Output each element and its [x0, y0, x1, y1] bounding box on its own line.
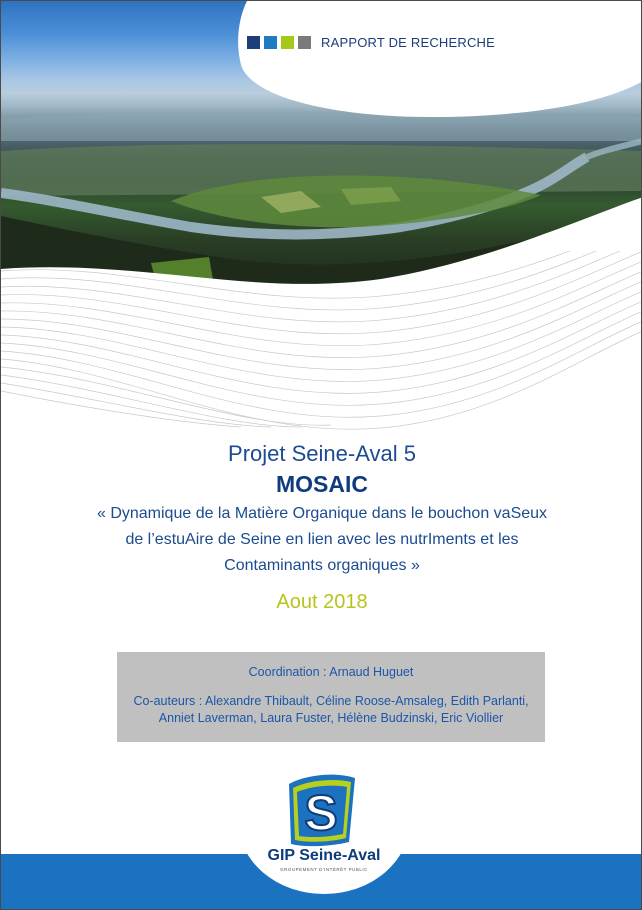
coordination-text: Coordination : Arnaud Huguet	[248, 665, 414, 679]
project-title: Projet Seine-Aval 5	[228, 441, 416, 466]
brand-square-green	[281, 36, 294, 49]
brand-square-navy	[247, 36, 260, 49]
title-block	[1, 441, 642, 615]
logo-emblem-letter: S	[304, 785, 338, 841]
logo-tagline: GROUPEMENT D'INTÉRÊT PUBLIC	[280, 867, 368, 872]
subtitle-line: de l’estuAire de Seine en lien avec les nutrIments et les	[125, 531, 519, 548]
coauthors-text: Co-auteurs : Alexandre Thibault, Céline Roose-Amsaleg, Edith Parlanti, Anniet Laverman, Laura Fuster, Hélène Budzinski, Eric Viollier	[133, 694, 529, 725]
report-type-header	[247, 34, 495, 50]
project-acronym: MOSAIC	[276, 471, 368, 497]
brand-square-blue	[264, 36, 277, 49]
subtitle-line: Contaminants organiques »	[224, 557, 420, 574]
project-subtitle	[1, 501, 642, 579]
authors-box	[117, 652, 545, 742]
report-type-label: RAPPORT DE RECHERCHE	[321, 34, 495, 50]
logo-name: GIP Seine-Aval	[267, 847, 381, 864]
report-date: Aout 2018	[276, 591, 368, 613]
brand-square-grey	[298, 36, 311, 49]
subtitle-line: « Dynamique de la Matière Organique dans le bouchon vaSeux	[96, 505, 548, 522]
gip-seine-aval-logo	[237, 746, 411, 896]
